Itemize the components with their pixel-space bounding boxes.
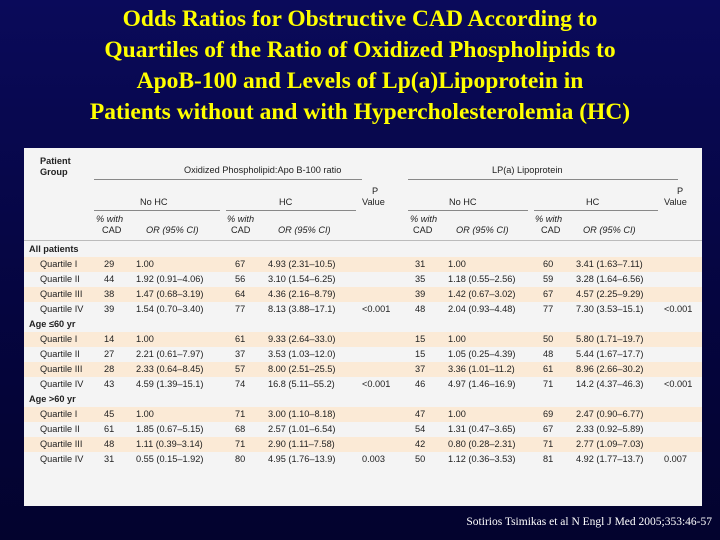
title-line-2: Quartiles of the Ratio of Oxidized Phospholipids to	[104, 37, 616, 63]
p-value-header-2a: P	[677, 186, 684, 196]
table-cell: 64	[235, 289, 246, 299]
table-cell: 4.36 (2.16–8.79)	[268, 289, 336, 299]
table-cell: 1.11 (0.39–3.14)	[136, 439, 203, 449]
table-cell: 1.47 (0.68–3.19)	[136, 289, 204, 299]
section-header	[24, 392, 702, 407]
table-cell: 4.59 (1.39–15.1)	[136, 379, 204, 389]
table-cell: 1.00	[448, 409, 466, 419]
table-cell: 8.96 (2.66–30.2)	[576, 364, 644, 374]
patient-group-label-1: Patient	[40, 156, 71, 166]
table-cell: 4.93 (2.31–10.5)	[268, 259, 336, 269]
table-cell: 61	[104, 424, 115, 434]
table-cell: 27	[104, 349, 115, 359]
table-cell: 5.44 (1.67–17.7)	[576, 349, 644, 359]
hc-header-2: HC	[586, 197, 600, 207]
table-cell: 9.33 (2.64–33.0)	[268, 334, 336, 344]
lpa-lipoprotein-rule	[408, 179, 678, 180]
table-cell: 2.57 (1.01–6.54)	[268, 424, 336, 434]
table-cell: 48	[104, 439, 115, 449]
table-cell: 2.04 (0.93–4.48)	[448, 304, 516, 314]
table-cell: 61	[235, 334, 246, 344]
table-cell: 68	[235, 424, 246, 434]
table-cell: 15	[415, 334, 426, 344]
title-line-4: Patients without and with Hypercholesterolemia (HC)	[89, 99, 631, 125]
table-cell: 56	[235, 274, 246, 284]
table-cell: 7.30 (3.53–15.1)	[576, 304, 644, 314]
table-cell: 71	[543, 439, 554, 449]
table-cell: 3.36 (1.01–11.2)	[448, 364, 515, 374]
table-cell: 8.13 (3.88–17.1)	[268, 304, 336, 314]
oxidized-phospholipid-header: Oxidized Phospholipid:Apo B-100 ratio	[184, 165, 342, 175]
table-cell: 14.2 (4.37–46.3)	[576, 379, 644, 389]
table-cell: 38	[104, 289, 115, 299]
citation: Sotirios Tsimikas et al N Engl J Med 2005;353:46-57	[466, 516, 712, 528]
table-row	[24, 257, 702, 272]
row-label: Quartile III	[40, 364, 83, 374]
table-cell: 31	[415, 259, 426, 269]
title-line-3: ApoB-100 and Levels of Lp(a)Lipoprotein in	[136, 68, 584, 94]
p-value-header-1b: Value	[362, 197, 385, 207]
table-cell: 3.53 (1.03–12.0)	[268, 349, 336, 359]
table-row	[24, 347, 702, 362]
table-cell: 4.95 (1.76–13.9)	[268, 454, 336, 464]
table-cell: 1.31 (0.47–3.65)	[448, 424, 516, 434]
table-cell: 46	[415, 379, 426, 389]
p-value-header-1a: P	[372, 186, 379, 196]
table-cell: 15	[415, 349, 426, 359]
table-cell: 14	[104, 334, 115, 344]
hc-rule-1	[226, 210, 356, 211]
table-cell: 2.77 (1.09–7.03)	[576, 439, 644, 449]
row-label: Quartile III	[40, 439, 83, 449]
table-row	[24, 302, 702, 317]
row-label: Quartile I	[40, 259, 78, 269]
pct-cad-header-1b: CAD	[102, 225, 122, 235]
table-cell: 37	[235, 349, 246, 359]
no-hc-header-1: No HC	[140, 197, 168, 207]
table-cell: 39	[104, 304, 115, 314]
pct-cad-header-3a: % with	[410, 214, 438, 224]
table-cell: 71	[235, 409, 246, 419]
table-cell: 50	[415, 454, 426, 464]
table-cell: 3.10 (1.54–6.25)	[268, 274, 336, 284]
table-cell: 2.33 (0.92–5.89)	[576, 424, 644, 434]
table-cell: 2.21 (0.61–7.97)	[136, 349, 204, 359]
row-label: Quartile II	[40, 349, 80, 359]
pct-cad-header-1a: % with	[96, 214, 124, 224]
table-cell: 61	[543, 364, 554, 374]
table-cell: 35	[415, 274, 426, 284]
no-hc-rule-2	[408, 210, 528, 211]
patient-group-label-2: Group	[40, 167, 68, 177]
row-label: Quartile II	[40, 424, 80, 434]
table-cell: 8.00 (2.51–25.5)	[268, 364, 336, 374]
section-label: Age >60 yr	[29, 394, 76, 404]
table-cell: 31	[104, 454, 115, 464]
table-cell: 29	[104, 259, 115, 269]
slide-title	[0, 4, 720, 128]
table-row	[24, 377, 702, 392]
pct-cad-header-4b: CAD	[541, 225, 561, 235]
table-cell: 77	[235, 304, 246, 314]
table-cell: 71	[235, 439, 246, 449]
table-cell: 69	[543, 409, 554, 419]
section-header	[24, 242, 702, 257]
table-cell: 5.80 (1.71–19.7)	[576, 334, 644, 344]
section-label: All patients	[29, 244, 79, 254]
table-cell: 16.8 (5.11–55.2)	[268, 379, 335, 389]
row-label: Quartile IV	[40, 379, 84, 389]
table-cell: 1.54 (0.70–3.40)	[136, 304, 204, 314]
section-label: Age ≤60 yr	[29, 319, 76, 329]
table-cell: 1.12 (0.36–3.53)	[448, 454, 516, 464]
table-cell: 44	[104, 274, 115, 284]
or-ci-header-4: OR (95% CI)	[583, 225, 636, 235]
table-cell: 1.92 (0.91–4.06)	[136, 274, 204, 284]
table-cell: 1.00	[448, 259, 466, 269]
table-cell: 39	[415, 289, 426, 299]
table-cell: 50	[543, 334, 554, 344]
pct-cad-header-3b: CAD	[413, 225, 433, 235]
table-cell: 77	[543, 304, 554, 314]
oxidized-phospholipid-rule	[94, 179, 362, 180]
table-cell: 67	[235, 259, 246, 269]
table-row	[24, 422, 702, 437]
table-cell: 47	[415, 409, 426, 419]
table-cell: 1.42 (0.67–3.02)	[448, 289, 516, 299]
title-line-1: Odds Ratios for Obstructive CAD According to	[122, 6, 598, 32]
table-cell: 48	[543, 349, 554, 359]
table-cell: 1.00	[136, 409, 154, 419]
table-cell: 80	[235, 454, 246, 464]
table-cell: 45	[104, 409, 115, 419]
pct-cad-header-4a: % with	[535, 214, 563, 224]
row-label: Quartile III	[40, 289, 83, 299]
p-value-header-2b: Value	[664, 197, 687, 207]
table-cell: 4.97 (1.46–16.9)	[448, 379, 516, 389]
table-row	[24, 332, 702, 347]
hc-rule-2	[534, 210, 658, 211]
pct-cad-header-2a: % with	[227, 214, 255, 224]
table-cell: 1.00	[448, 334, 466, 344]
table-cell: 60	[543, 259, 554, 269]
table-cell: 54	[415, 424, 426, 434]
table-cell: 1.85 (0.67–5.15)	[136, 424, 204, 434]
pct-cad-header-2b: CAD	[231, 225, 251, 235]
table-cell: 4.57 (2.25–9.29)	[576, 289, 644, 299]
odds-ratio-table	[24, 148, 702, 506]
table-row	[24, 437, 702, 452]
row-label: Quartile II	[40, 274, 80, 284]
table-cell: 1.00	[136, 334, 154, 344]
table-cell: 59	[543, 274, 554, 284]
table-cell: 67	[543, 289, 554, 299]
row-label: Quartile I	[40, 334, 78, 344]
table-cell: 0.80 (0.28–2.31)	[448, 439, 516, 449]
table-cell: 1.00	[136, 259, 154, 269]
table-cell: 4.92 (1.77–13.7)	[576, 454, 644, 464]
table-cell: 71	[543, 379, 554, 389]
table-cell: 0.007	[664, 454, 687, 464]
table-cell: <0.001	[664, 304, 693, 314]
table-row	[24, 287, 702, 302]
table-cell: 1.05 (0.25–4.39)	[448, 349, 516, 359]
table-cell: 81	[543, 454, 554, 464]
table-row	[24, 362, 702, 377]
table-cell: 37	[415, 364, 426, 374]
table-cell: <0.001	[362, 304, 391, 314]
table-cell: 2.47 (0.90–6.77)	[576, 409, 644, 419]
table-cell: <0.001	[362, 379, 391, 389]
table-cell: 48	[415, 304, 426, 314]
no-hc-header-2: No HC	[449, 197, 477, 207]
table-row	[24, 452, 702, 467]
header-divider	[24, 240, 702, 241]
table-cell: 42	[415, 439, 426, 449]
section-header	[24, 317, 702, 332]
or-ci-header-1: OR (95% CI)	[146, 225, 199, 235]
table-cell: 28	[104, 364, 115, 374]
table-cell: <0.001	[664, 379, 693, 389]
no-hc-rule-1	[94, 210, 220, 211]
table-cell: 0.55 (0.15–1.92)	[136, 454, 204, 464]
table-cell: 1.18 (0.55–2.56)	[448, 274, 516, 284]
row-label: Quartile I	[40, 409, 78, 419]
hc-header-1: HC	[279, 197, 293, 207]
table-row	[24, 272, 702, 287]
row-label: Quartile IV	[40, 304, 84, 314]
table-cell: 2.33 (0.64–8.45)	[136, 364, 204, 374]
table-row	[24, 407, 702, 422]
table-cell: 57	[235, 364, 246, 374]
table-cell: 74	[235, 379, 246, 389]
table-cell: 0.003	[362, 454, 385, 464]
table-cell: 3.28 (1.64–6.56)	[576, 274, 644, 284]
table-cell: 3.41 (1.63–7.11)	[576, 259, 643, 269]
table-cell: 67	[543, 424, 554, 434]
lpa-lipoprotein-header: LP(a) Lipoprotein	[492, 165, 563, 175]
table-cell: 43	[104, 379, 115, 389]
table-cell: 3.00 (1.10–8.18)	[268, 409, 336, 419]
or-ci-header-3: OR (95% CI)	[456, 225, 509, 235]
or-ci-header-2: OR (95% CI)	[278, 225, 331, 235]
row-label: Quartile IV	[40, 454, 84, 464]
table-cell: 2.90 (1.11–7.58)	[268, 439, 335, 449]
